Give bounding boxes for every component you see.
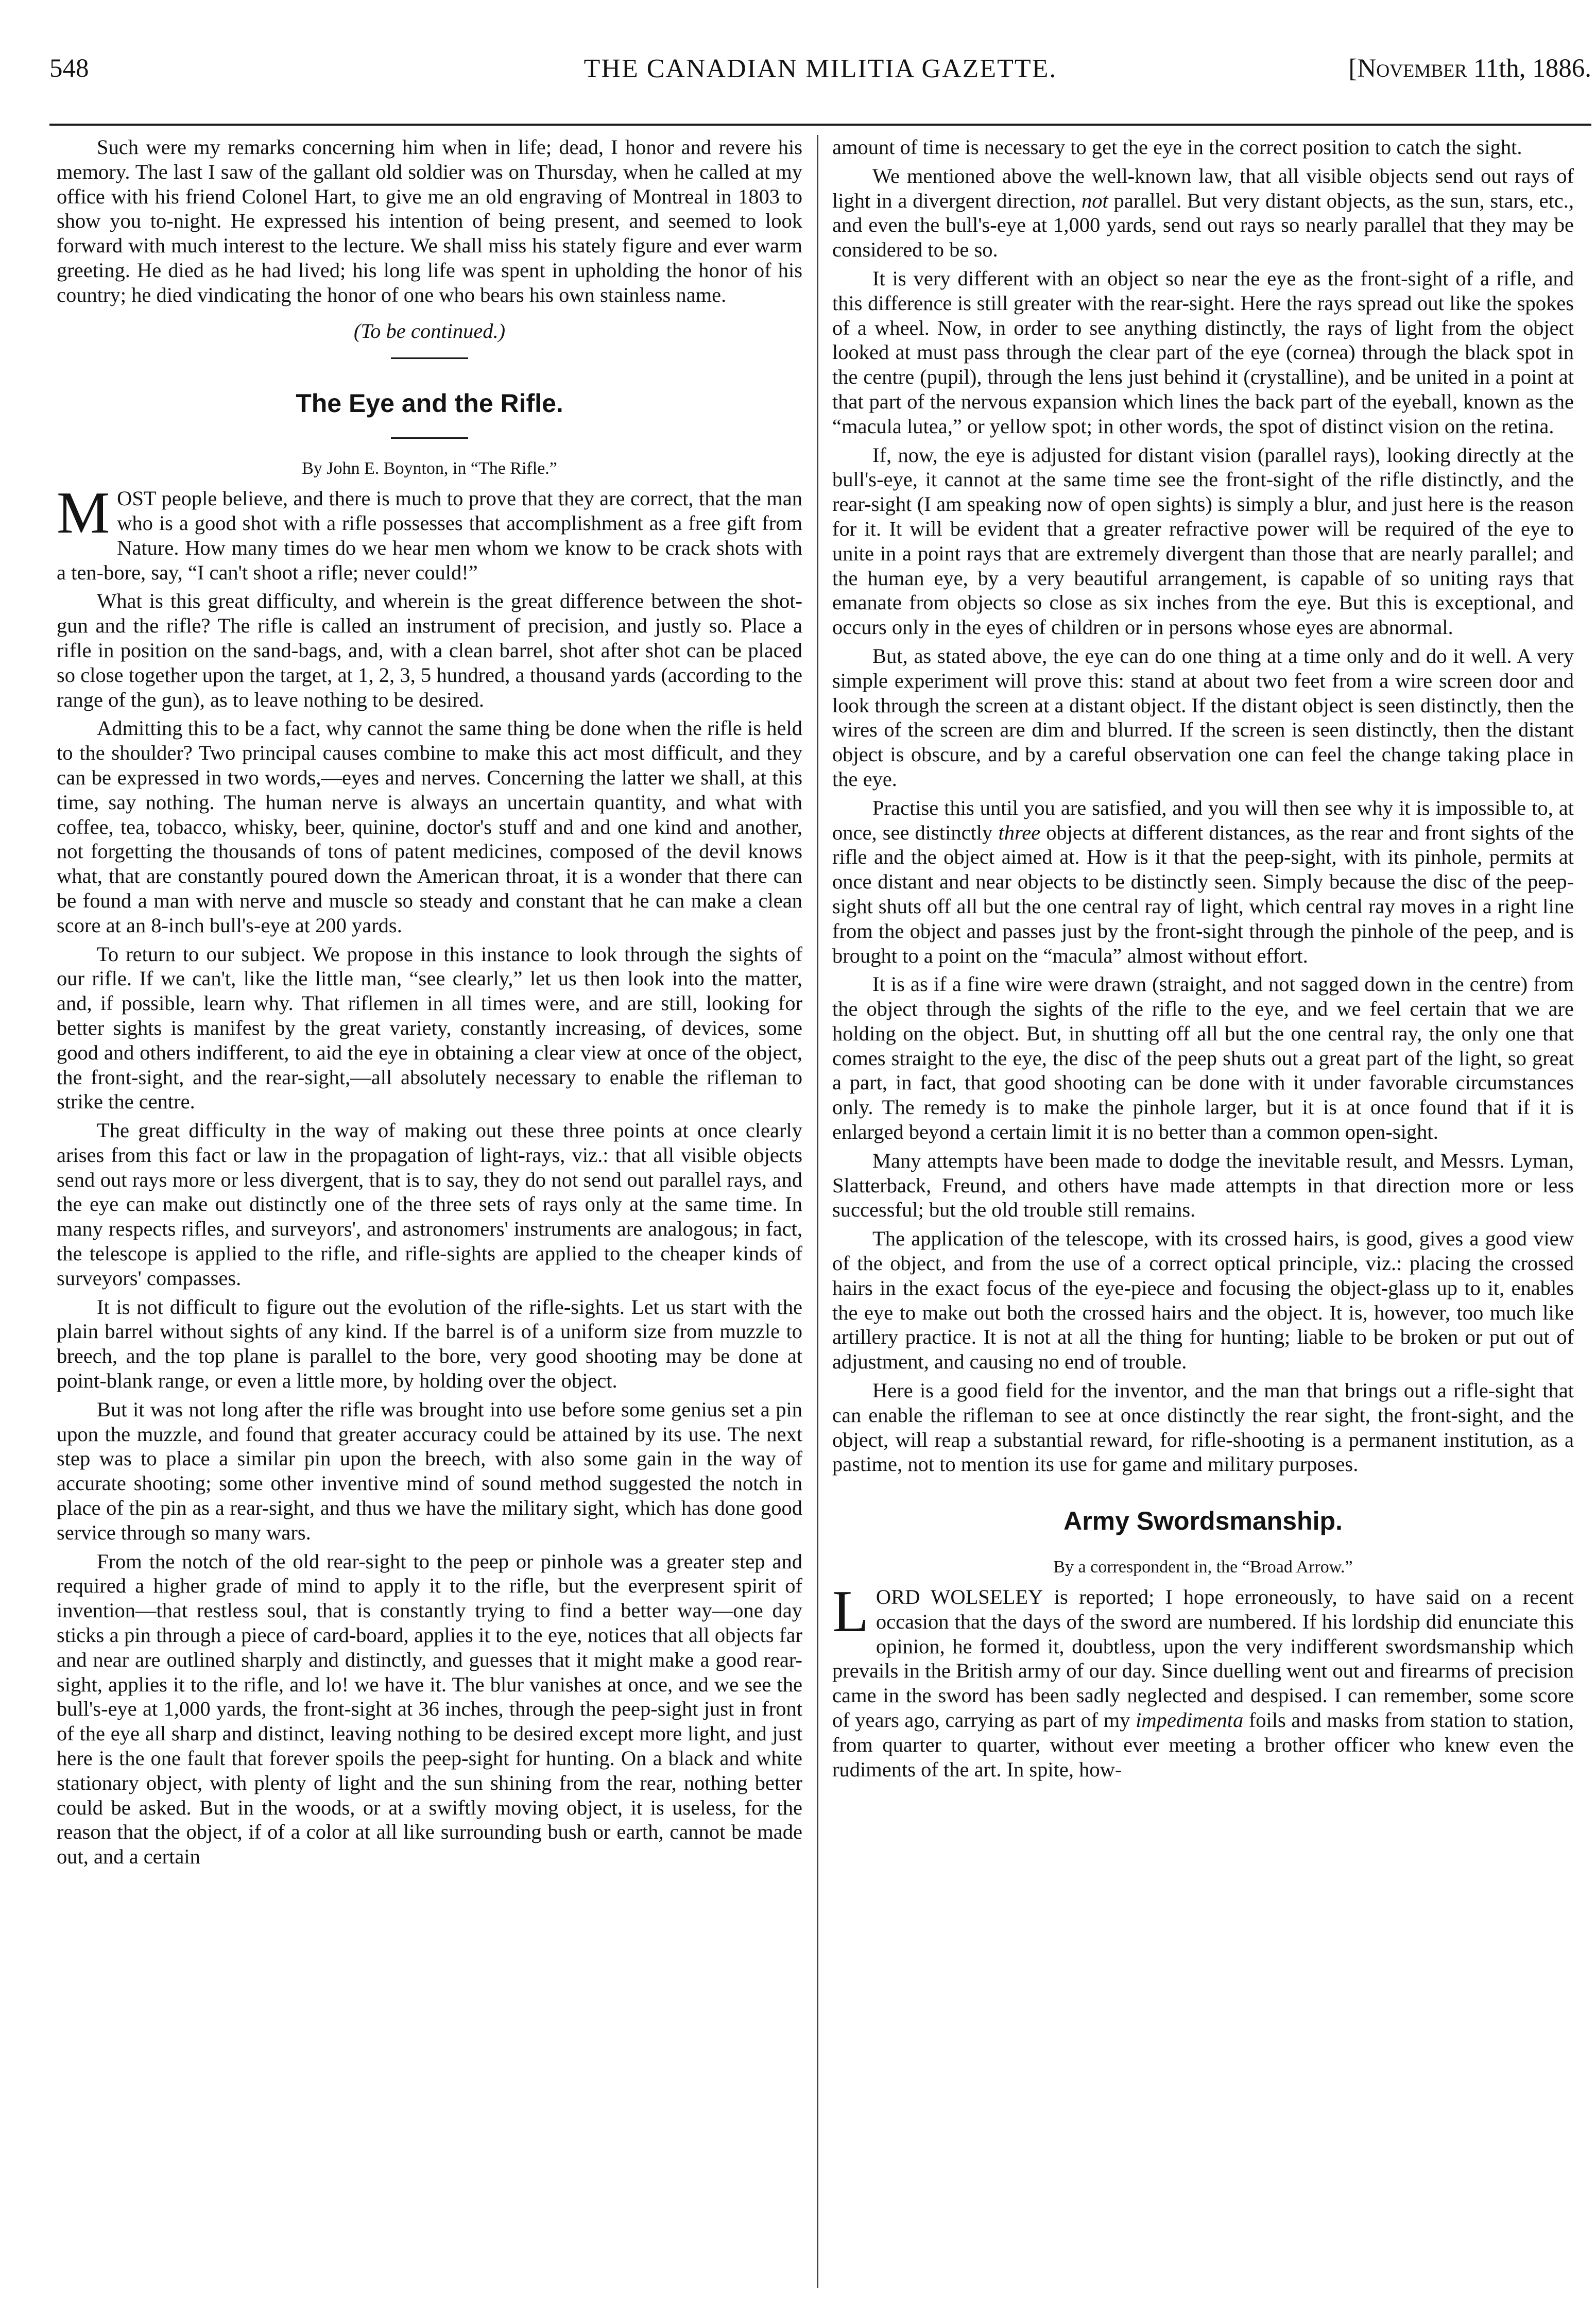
article-paragraph: To return to our subject. We propose in this instance to look through the sights of our rifle. If we can't, like the little man, “see clearly,” let us then look into the matter, and, if possible, learn why. That riflemen in all times were, and are still, looking for better sights is manifest by the great variety, constantly increasing, of devices, some good and others indifferent, to aid the eye in obtaining a clear view at once of the object, the front-sight, and the rear-sight,—all absolutely necessary to enable the rifleman to strike the centre. — [57, 942, 802, 1114]
page-header — [49, 54, 1591, 115]
masthead-title: THE CANADIAN MILITIA GAZETTE. — [584, 54, 1057, 83]
article-paragraph: If, now, the eye is adjusted for distant vision (parallel rays), looking directly at the bull's-eye, it cannot at the same time see the front-sight of the rifle distinctly, and the rear-sight (I am speaking now of open sights) is simply a blur, and just here is the reason for it. It will be evident that a greater refractive power will be required of the eye to unite in a point rays that are extremely divergent than those that are nearly parallel; and the human eye, by a very beautiful arrangement, is capable of so uniting rays that emanate from objects so close as six inches from the eye. But this is exceptional, and occurs only in the eyes of children or in persons whose eyes are abnormal. — [832, 443, 1574, 639]
section-rule — [391, 357, 468, 359]
drop-cap: M — [57, 480, 110, 546]
left-column — [57, 135, 802, 2288]
article-paragraph: It is very different with an object so near the eye as the front-sight of a rifle, and this difference is still greater with the rear-sight. Here the rays spread out like the spokes of a wheel. Now, in order to see anything distinctly, the rays of light from the object looked at must pass through the clear part of the eye (cornea) through the black spot in the centre (pupil), through the lens just behind it (crystalline), and be united in a point at that part of the nervous expansion which lines the back part of the eyeball, known as the “macula lutea,” or yellow spot; in other words, the spot of distinct vision on the retina. — [832, 266, 1574, 438]
article-paragraph: It is as if a fine wire were drawn (straight, and not sagged down in the centre) from the object through the sights of the rifle to the eye, and we feel certain that we are holding on the object. But, in shutting off all but the one central ray, the only one that comes straight to the eye, the disc of the peep shuts out a great part of the light, so great a part, in fact, that good shooting can be done with it under favorable circumstances only. The remedy is to make the pinhole larger, but it is at once found that if it is enlarged beyond a certain limit it is no better than a common open-sight. — [832, 972, 1574, 1144]
article-paragraph: Admitting this to be a fact, why cannot the same thing be done when the rifle is held to the shoulder? Two principal causes combine to make this act most difficult, and they can be expressed in two words,—eyes and nerves. Concerning the latter we shall, at this time, say nothing. The human nerve is always an uncertain quantity, and what with coffee, tea, tobacco, whisky, beer, quinine, doctor's stuff and and one kind and another, not forgetting the thousands of tons of patent medicines, composed of the devil knows what, that are constantly poured down the American throat, it is a wonder that there can be found a man with nerve and muscle so steady and constant that he can make a clean score at an 8-inch bull's-eye at 200 yards. — [57, 716, 802, 937]
header-rule — [49, 124, 1591, 126]
title-rule — [391, 437, 468, 439]
article-byline: By John E. Boynton, in “The Rifle.” — [302, 459, 557, 478]
article-paragraph: Here is a good field for the inventor, and the man that brings out a rifle-sight that can enable the rifleman to see at once distinctly the rear sight, the front-sight, and the object, will reap a substantial reward, for rifle-shooting is a permanent institution, as a pastime, not to mention its use for game and military purposes. — [832, 1379, 1574, 1476]
column-divider — [817, 135, 818, 2288]
article-paragraph: We mentioned above the well-known law, that all visible objects send out rays of light in a divergent direction, not parallel. But very distant objects, as the sun, stars, etc., and even the bull's-eye at 1,000 yards, send out rays so nearly parallel that they may be considered to be so. — [832, 164, 1574, 262]
article-paragraph: The great difficulty in the way of making out these three points at once clearly arises from this fact or law in the propagation of light-rays, viz.: that all visible objects send out rays more or less divergent, that is to say, they do not send out parallel rays, and the eye can make out distinctly one of the three sets of rays only at the same time. In many respects rifles, and surveyors', and astronomers' instruments are analogous; in fact, the telescope is applied to the rifle, and rifle-sights are applied to the cheaper kinds of surveyors' compasses. — [57, 1119, 802, 1290]
article-paragraph: LORD WOLSELEY is reported; I hope erroneously, to have said on a recent occasion that the days of the sword are numbered. If his lordship did enunciate this opinion, he formed it, doubtless, upon the very indifferent swordsmanship which prevails in the British army of our day. Since duelling went out and firearms of precision came in the sword has been sadly neglected and despised. I can remember, some score of years ago, carrying as part of my impedimenta foils and masks from station to station, from quarter to quarter, without ever meeting a brother officer who knew even the rudiments of the art. In spite, how- — [832, 1579, 1574, 1781]
article-paragraph: Many attempts have been made to dodge the inevitable result, and Messrs. Lyman, Slatterback, Freund, and others have made attempts in that direction more or less successful; but the old trouble still remains. — [832, 1149, 1574, 1222]
article-paragraph: amount of time is necessary to get the eye in the correct position to catch the sight. — [832, 135, 1522, 159]
article-paragraph: From the notch of the old rear-sight to the peep or pinhole was a greater step and required a higher grade of mind to apply it to the rifle, but the everpresent spirit of invention—that restless soul, that is constantly trying to find a better way—one day sticks a pin through a piece of card-board, applies it to the eye, notices that all objects far and near are outlined sharply and distinctly, and guesses that it might make a good rear-sight, applies it to the rifle, and lo! we have it. The blur vanishes at once, and we see the bull's-eye at 1,000 yards, the front-sight at 36 inches, through the peep-sight just in front of the eye all sharp and distinct, leaving nothing to be desired except more light, and just here is the one fault that forever spoils the peep-sight for hunting. On a black and white stationary object, with plenty of light and the sun shining from the rear, nothing better could be asked. But in the woods, or at a swiftly moving object, it is useless, for the reason that the object, if of a color at all like surrounding bush or earth, cannot be made out, and a certain — [57, 1549, 802, 1869]
article-paragraph: But, as stated above, the eye can do one thing at a time only and do it well. A very simple experiment will prove this: stand at about two feet from a wire screen door and look through the screen at a distant object. If the distant object is seen distinctly, then the wires of the screen are dim and blurred. If the screen is seen distinctly, then the distant object is obscure, and by a careful observation one can feel the change taking place in the eye. — [832, 644, 1574, 791]
article2-byline: By a correspondent in, the “Broad Arrow.” — [1053, 1557, 1353, 1577]
article-paragraph: It is not difficult to figure out the evolution of the rifle-sights. Let us start with the plain barrel without sights of any kind. If the barrel is of a uniform size from muzzle to breech, and the top plane is parallel to the bore, very good shooting may be done at point-blank range, or even a little more, by holding over the object. — [57, 1295, 802, 1393]
right-column — [832, 135, 1574, 2288]
continued-note: (To be continued.) — [353, 319, 506, 343]
article-paragraph: The application of the telescope, with its crossed hairs, is good, gives a good view of the object, and from the use of a correct optical principle, viz.: placing the crossed hairs in the exact focus of the eye-piece and focusing the object-glass up to it, enables the eye to make out both the crossed hairs and the object. It is, however, too much like artillery practice. It is not at all the thing for hunting; liable to be broken or put out of adjustment, and causing no end of trouble. — [832, 1227, 1574, 1374]
issue-date: [November 11th, 1886. — [1348, 54, 1591, 83]
page-number: 548 — [49, 54, 89, 83]
article-paragraph: But it was not long after the rifle was brought into use before some genius set a pin upon the muzzle, and found that greater accuracy could be attained by its use. The next step was to place a similar pin upon the breech, with also some gain in the way of accurate shooting; some other inventive mind of sound method suggested the notch in place of the pin as a rear-sight, and thus we have the military sight, which has done good service through so many wars. — [57, 1397, 802, 1544]
drop-cap: L — [832, 1579, 869, 1645]
article-paragraph: What is this great difficulty, and wherein is the great difference between the shot-gun and the rifle? The rifle is called an instrument of precision, and justly so. Place a rifle in position on the sand-bags, and, with a clean barrel, shot after shot can be placed so close together upon the target, at 1, 2, 3, 5 hundred, a thousand yards (according to the range of the gun), as to leave nothing to be desired. — [57, 589, 802, 711]
intro-paragraph: Such were my remarks concerning him when in life; dead, I honor and revere his memory. The last I saw of the gallant old soldier was on Thursday, when he called at my office with his friend Colonel Hart, to give me an old engraving of Montreal in 1803 to show you to-night. He expressed his intention of being present, and seemed to look forward with much interest to the lecture. We shall miss his stately figure and ever warm greeting. He died as he had lived; his long life was spent in upholding the honor of his country; he died vindicating the honor of one who bears his own stainless name. — [57, 135, 802, 306]
article-paragraph: MOST people believe, and there is much to prove that they are correct, that the man who is a good shot with a rifle possesses that accomplishment as a free gift from Nature. How many times do we hear men whom we know to be crack shots with a ten-bore, say, “I can't shoot a rifle; never could!” — [57, 480, 802, 584]
article2-title: Army Swordsmanship. — [1063, 1507, 1343, 1536]
article-paragraph: Practise this until you are satisfied, and you will then see why it is impossible to, at once, see distinctly three objects at different distances, as the rear and front sights of the rifle and the object aimed at. How is it that the peep-sight, with its pinhole, permits at once distant and near objects to be distinctly seen. Simply because the disc of the peep-sight shuts off all but the one central ray of light, which central ray moves in a right line from the object and passes just by the front-sight through the pinhole of the peep, and is brought to a point on the “macula” almost without effort. — [832, 796, 1574, 967]
article-title: The Eye and the Rifle. — [296, 389, 563, 418]
